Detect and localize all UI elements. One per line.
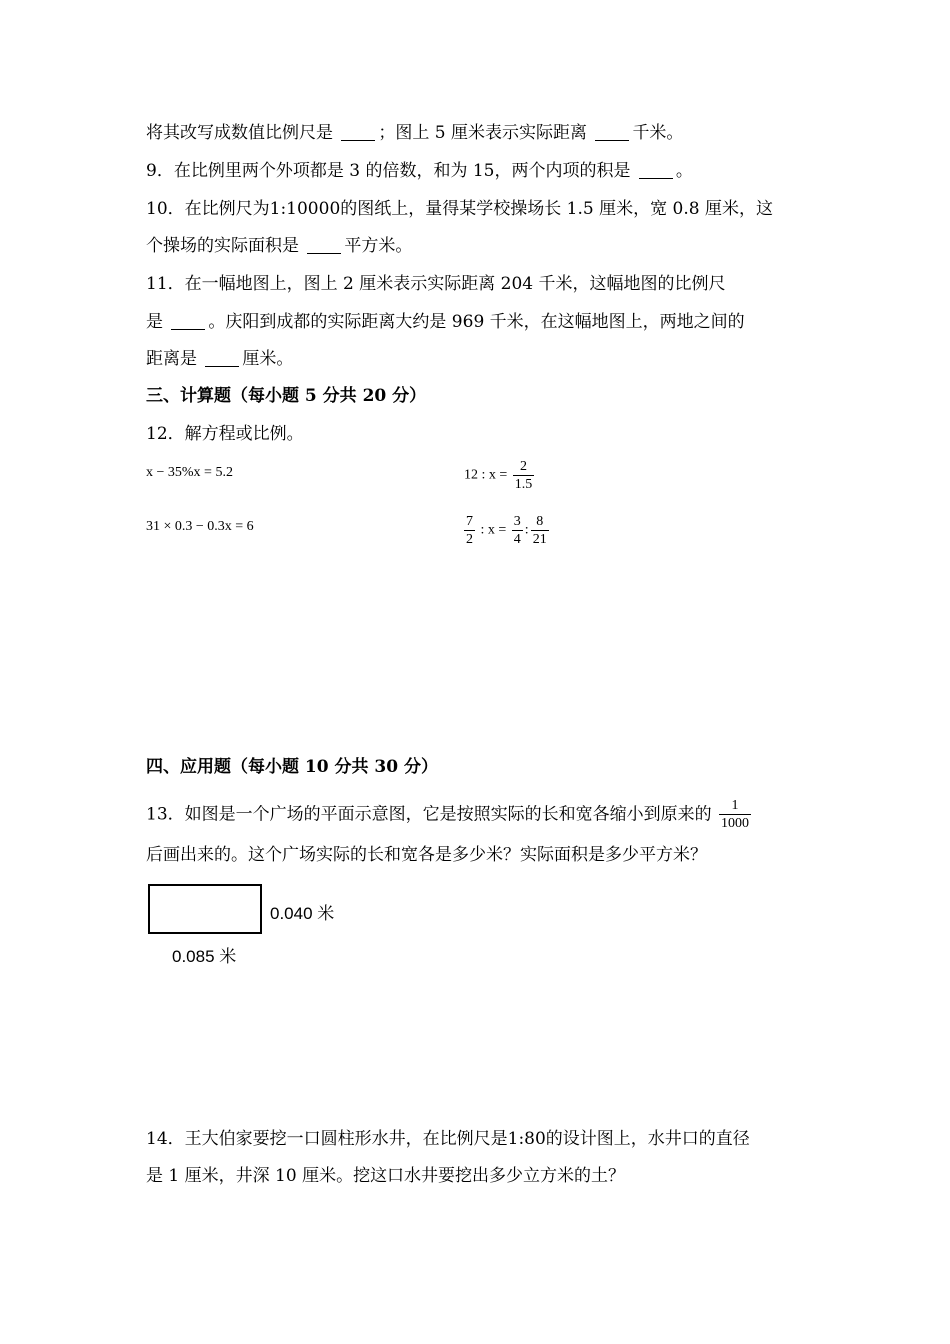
question-13-line1: 13．如图是一个广场的平面示意图，它是按照实际的长和宽各缩小到原来的 $\frac{1}{1000}$	[146, 798, 750, 831]
question-11-line3: 距离是 厘米。	[146, 349, 294, 369]
question-10-line2: 个操场的实际面积是 平方米。	[146, 236, 413, 256]
question-9: 9．在比例里两个外项都是 3 的倍数，和为 15，两个内项的积是 。	[146, 161, 693, 181]
answer-blank[interactable]	[639, 160, 673, 179]
answer-blank[interactable]	[595, 122, 629, 141]
question-14-line1: 14．王大伯家要挖一口圆柱形水井，在比例尺是1:80的设计图上，水井口的直径	[146, 1129, 750, 1149]
fraction: $\frac{7}{2}$	[466, 514, 473, 547]
question-13-line2: 后画出来的。这个广场实际的长和宽各是多少米？实际面积是多少平方米？	[146, 845, 707, 865]
question-11-line2: 是 。庆阳到成都的实际距离大约是 969 千米，在这幅地图上，两地之间的	[146, 312, 745, 332]
fraction: $\frac{8}{21}$	[532, 514, 547, 547]
section-3-title: 三、计算题（每小题 5 分共 20 分）	[146, 386, 427, 406]
answer-blank[interactable]	[205, 348, 239, 367]
fraction: $\frac{3}{4}$	[513, 514, 521, 547]
section-4-title: 四、应用题（每小题 10 分共 30 分）	[146, 757, 438, 777]
q8-continuation: 将其改写成数值比例尺是 ；图上 5 厘米表示实际距离 千米。	[146, 123, 684, 143]
answer-blank[interactable]	[171, 311, 205, 330]
plaza-diagram	[148, 884, 262, 934]
answer-blank[interactable]	[341, 122, 375, 141]
question-10-line1: 10．在比例尺为1:10000的图纸上，量得某学校操场长 1.5 厘米，宽 0.8 厘米，这	[146, 199, 773, 219]
question-12-stem: 12．解方程或比例。	[146, 424, 304, 444]
equation-1: x − 35%x = 5.2	[146, 465, 233, 480]
question-14-line2: 是 1 厘米，井深 10 厘米。挖这口水井要挖出多少立方米的土？	[146, 1166, 626, 1186]
length-label: 0.085 米	[172, 947, 237, 966]
question-11-line1: 11．在一幅地图上，图上 2 厘米表示实际距离 204 千米，这幅地图的比例尺	[146, 274, 726, 294]
answer-blank[interactable]	[307, 235, 341, 254]
fraction: $\frac{1}{1000}$	[721, 798, 750, 831]
width-label: 0.040 米	[270, 904, 335, 923]
equation-2: 12 : x = $\frac{2}{1.5}$	[464, 459, 533, 492]
fraction: $\frac{2}{1.5}$	[514, 459, 533, 492]
equation-3: 31 × 0.3 − 0.3x = 6	[146, 519, 254, 534]
equation-4: $\frac{7}{2}$ : x = $\frac{3}{4}$ : $\frac{8}{21}$	[466, 514, 547, 547]
